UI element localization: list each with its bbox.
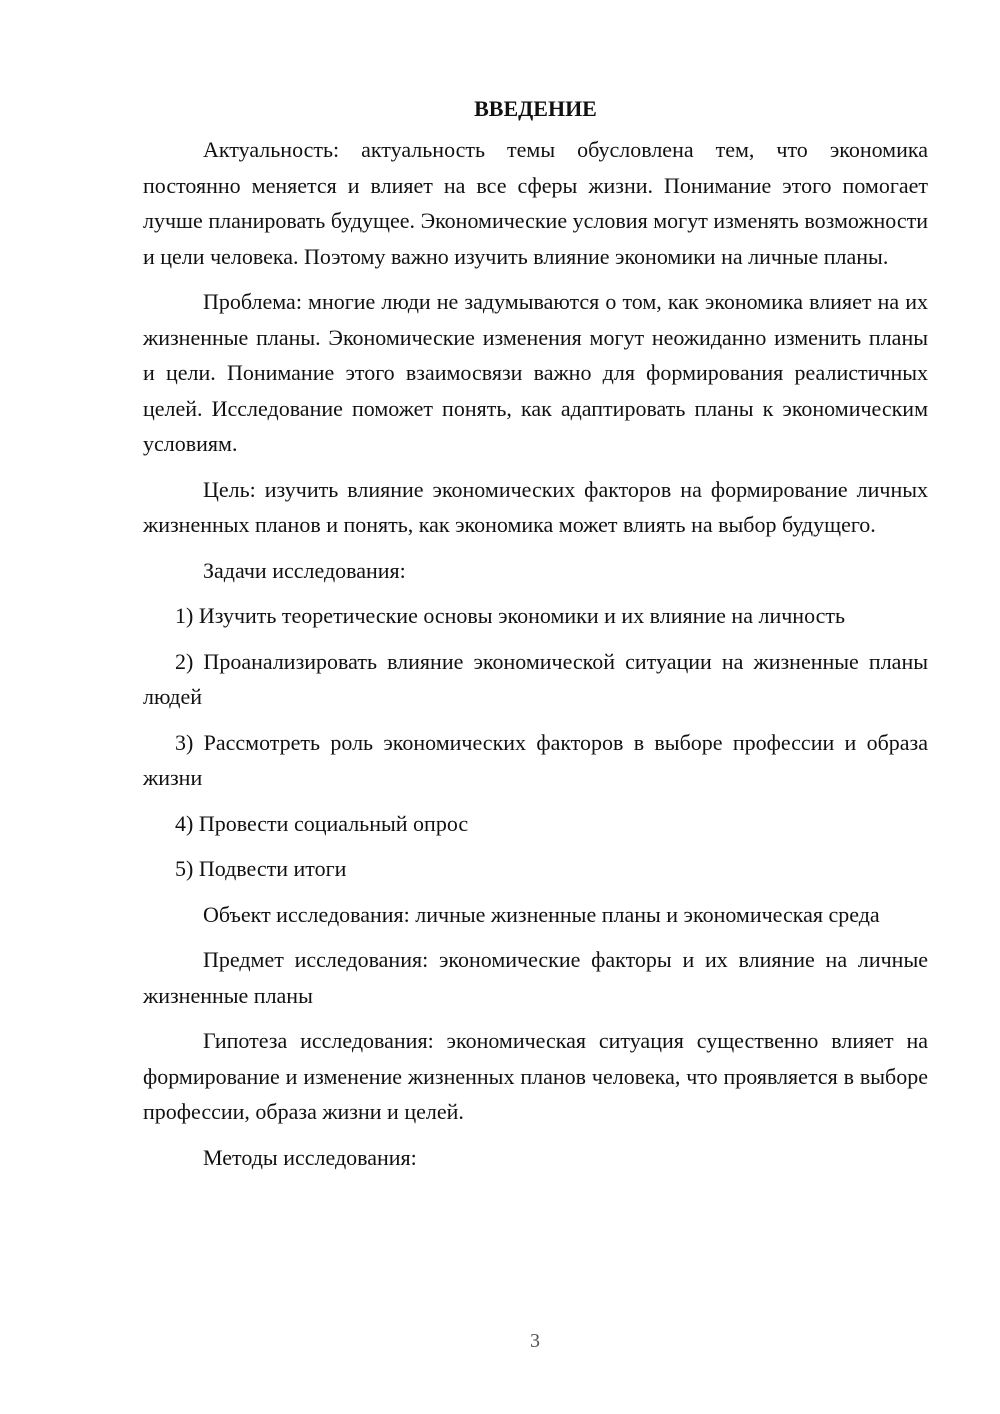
paragraph-problem: Проблема: многие люди не задумываются о том, как экономика влияет на их жизненные планы. Экономические изменения могут неожиданно изменить планы и цели. Понимание этого взаимосвязи важно для формирования реалистичных целей. Исследование поможет понять, как адаптировать планы к экономическим условиям. (143, 289, 928, 456)
task-item-2: 2) Проанализировать влияние экономической ситуации на жизненные планы людей (143, 648, 928, 709)
paragraph-methods-heading: Методы исследования: (203, 1144, 417, 1170)
paragraph-goal: Цель: изучить влияние экономических факторов на формирование личных жизненных планов и понять, как экономика может влиять на выбор будущего. (143, 476, 928, 537)
task-item-4: 4) Провести социальный опрос (175, 810, 469, 836)
paragraph-relevance: Актуальность: актуальность темы обусловлена тем, что экономика постоянно меняется и влияет на все сферы жизни. Понимание этого помогает лучше планировать будущее. Экономические условия могут изменять возможности и цели человека. Поэтому важно изучить влияние экономики на личные планы. (143, 137, 928, 269)
task-item-5: 5) Подвести итоги (175, 856, 347, 881)
paragraph-subject: Предмет исследования: экономические факторы и их влияние на личные жизненные планы (143, 947, 928, 1008)
paragraph-tasks-heading: Задачи исследования: (203, 557, 406, 583)
task-item-1: 1) Изучить теоретические основы экономики и их влияние на личность (175, 603, 846, 628)
page-content (143, 92, 928, 1185)
paragraph-hypothesis: Гипотеза исследования: экономическая ситуация существенно влияет на формирование и изменение жизненных планов человека, что проявляется в выборе профессии, образа жизни и целей. (143, 1028, 928, 1124)
paragraph-object: Объект исследования: личные жизненные планы и экономическая среда (203, 901, 880, 927)
section-title: ВВЕДЕНИЕ (474, 96, 597, 121)
task-item-3: 3) Рассмотреть роль экономических факторов в выборе профессии и образа жизни (143, 729, 928, 790)
page-number: 3 (530, 1330, 540, 1352)
